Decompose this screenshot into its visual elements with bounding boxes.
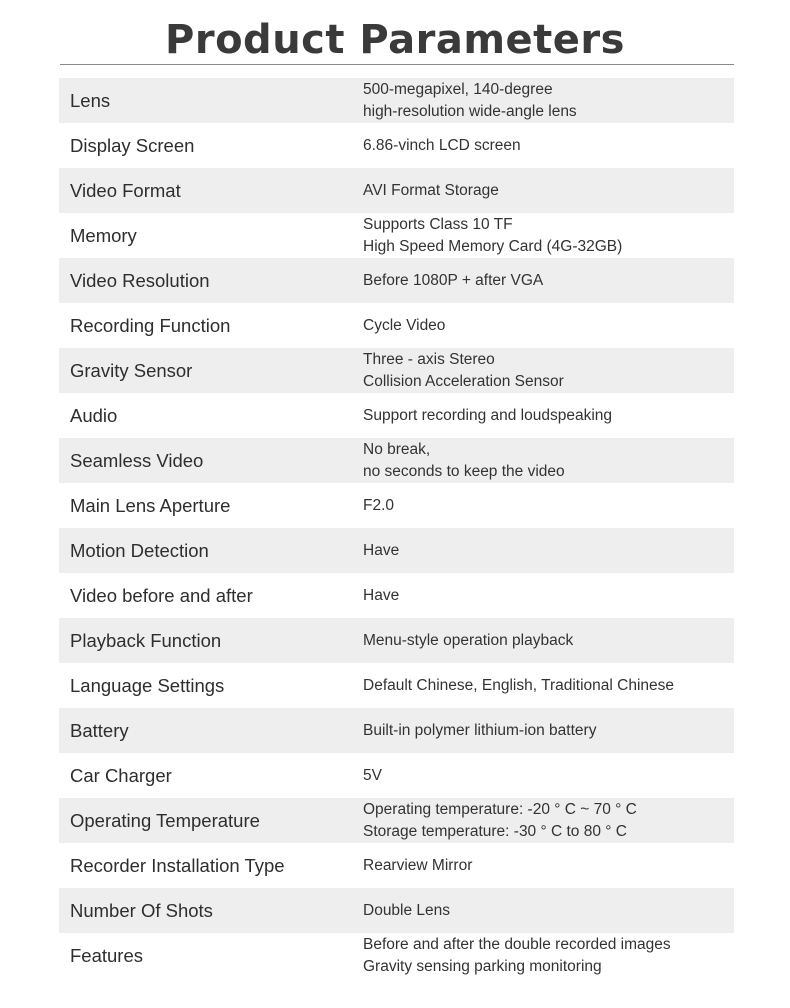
row-label: Seamless Video xyxy=(70,449,204,471)
row-label: Audio xyxy=(70,404,118,426)
row-label: Features xyxy=(70,944,144,966)
row-label: Playback Function xyxy=(70,629,222,651)
row-label: Main Lens Aperture xyxy=(70,494,231,516)
row-label: Car Charger xyxy=(70,764,172,786)
row-label: Lens xyxy=(70,89,111,111)
row-label: Gravity Sensor xyxy=(70,359,193,381)
table-row xyxy=(59,933,734,978)
row-label: Battery xyxy=(70,719,129,741)
row-value: Cycle Video xyxy=(363,316,446,334)
row-label: Recorder Installation Type xyxy=(70,854,285,876)
row-value: Double Lens xyxy=(363,901,451,919)
row-value: 5V xyxy=(363,766,382,784)
table-row xyxy=(59,753,734,798)
table-row xyxy=(59,618,734,663)
table-row xyxy=(59,168,734,213)
row-value: 500-megapixel, 140-degree high-resolution wide-angle lens xyxy=(363,80,577,120)
table-row xyxy=(59,483,734,528)
table-row xyxy=(59,258,734,303)
row-value: No break, no seconds to keep the video xyxy=(363,440,565,480)
title-divider xyxy=(60,64,734,65)
row-label: Language Settings xyxy=(70,674,225,696)
row-label: Video Resolution xyxy=(70,269,210,291)
row-label: Recording Function xyxy=(70,314,231,336)
row-value: Rearview Mirror xyxy=(363,856,473,874)
row-value: Support recording and loudspeaking xyxy=(363,406,613,424)
row-value: Three - axis Stereo Collision Acceleration Sensor xyxy=(363,350,564,390)
row-label: Video before and after xyxy=(70,584,253,606)
row-value: Built-in polymer lithium-ion battery xyxy=(363,721,597,739)
row-label: Motion Detection xyxy=(70,539,209,561)
table-row xyxy=(59,573,734,618)
table-row xyxy=(59,303,734,348)
row-value: Before 1080P + after VGA xyxy=(363,271,544,289)
page-title: Product Parameters xyxy=(165,17,625,63)
row-value: Operating temperature: -20 ° C ~ 70 ° C Storage temperature: -30 ° C to 80 ° C xyxy=(363,800,637,840)
table-row xyxy=(59,123,734,168)
row-value: Have xyxy=(363,541,400,559)
table-row xyxy=(59,213,734,258)
table-row xyxy=(59,798,734,843)
row-value: Before and after the double recorded images Gravity sensing parking monitoring xyxy=(363,935,671,975)
table-row xyxy=(59,393,734,438)
row-label: Number Of Shots xyxy=(70,899,213,921)
row-label: Operating Temperature xyxy=(70,809,260,831)
row-value: F2.0 xyxy=(363,496,395,514)
table-row xyxy=(59,348,734,393)
row-value: Supports Class 10 TF High Speed Memory Card (4G-32GB) xyxy=(363,215,623,255)
row-value: Have xyxy=(363,586,400,604)
table-row xyxy=(59,843,734,888)
table-row xyxy=(59,888,734,933)
row-value: 6.86-vinch LCD screen xyxy=(363,136,521,154)
table-row xyxy=(59,438,734,483)
table-row xyxy=(59,528,734,573)
row-value: AVI Format Storage xyxy=(363,181,499,199)
parameters-table xyxy=(59,78,734,978)
row-value: Default Chinese, English, Traditional Chinese xyxy=(363,676,675,694)
table-row xyxy=(59,78,734,123)
row-label: Video Format xyxy=(70,179,181,201)
row-value: Menu-style operation playback xyxy=(363,631,574,649)
table-row xyxy=(59,708,734,753)
table-row xyxy=(59,663,734,708)
row-label: Memory xyxy=(70,224,137,246)
row-label: Display Screen xyxy=(70,134,195,156)
